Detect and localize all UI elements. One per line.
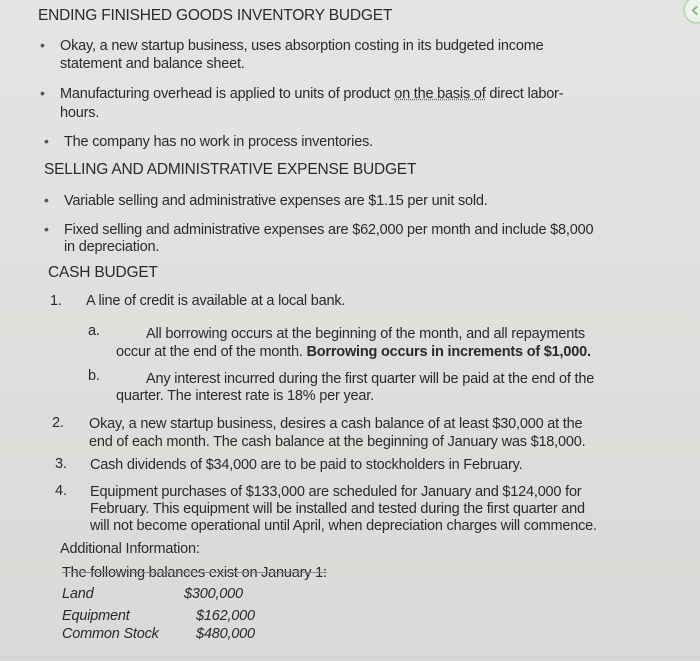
paragraph-line: February. This equipment will be installed and tested during the first quarter and <box>90 501 585 517</box>
text-span: Manufacturing overhead is applied to units of product <box>60 86 395 102</box>
paragraph-line: Fixed selling and administrative expenses are $62,000 per month and include $8,000 <box>64 222 594 238</box>
text-span: direct labor- <box>485 86 564 102</box>
list-letter: b. <box>88 368 100 384</box>
balances-intro: The following balances exist on January 1: <box>62 565 327 581</box>
balance-label-common-stock: Common Stock <box>62 626 159 642</box>
text-span: occur at the end of the month. <box>116 344 307 360</box>
paragraph-line: Okay, a new startup business, uses absorption costing in its budgeted income <box>60 38 544 54</box>
bullet-icon: • <box>40 37 45 53</box>
list-number: 3. <box>55 456 67 472</box>
paragraph-line <box>60 86 563 102</box>
underlined-text: on the basis of <box>394 86 486 102</box>
paragraph-line: Variable selling and administrative expenses are $1.15 per unit sold. <box>64 193 488 209</box>
paragraph-line <box>116 344 591 360</box>
balance-value-common-stock: $480,000 <box>196 626 255 642</box>
divider <box>0 657 700 658</box>
balance-label-equipment: Equipment <box>62 608 130 624</box>
check-circle-icon[interactable] <box>683 0 700 24</box>
list-number: 4. <box>55 483 67 499</box>
paragraph-line: quarter. The interest rate is 18% per year. <box>116 388 374 404</box>
section-heading-ending-inventory: ENDING FINISHED GOODS INVENTORY BUDGET <box>38 7 393 24</box>
bullet-icon: • <box>44 192 49 208</box>
paragraph-line: in depreciation. <box>64 239 160 255</box>
bullet-icon: • <box>44 221 49 237</box>
section-heading-cash-budget: CASH BUDGET <box>48 264 158 281</box>
section-heading-selling-admin: SELLING AND ADMINISTRATIVE EXPENSE BUDGET <box>44 161 417 178</box>
paragraph-line: Okay, a new startup business, desires a cash balance of at least $30,000 at the <box>89 416 583 432</box>
additional-info-heading: Additional Information: <box>60 541 200 557</box>
balance-label-land: Land <box>62 586 94 602</box>
bullet-icon: • <box>40 85 45 101</box>
balance-value-land: $300,000 <box>184 586 243 602</box>
list-number: 2. <box>52 415 64 431</box>
paragraph-line: statement and balance sheet. <box>60 56 245 72</box>
list-item: A line of credit is available at a local bank. <box>86 293 346 309</box>
paragraph-line: All borrowing occurs at the beginning of the month, and all repayments <box>146 326 585 342</box>
bold-text: Borrowing occurs in increments of $1,000. <box>306 344 591 360</box>
paragraph-line: will not become operational until April, when depreciation charges will commence. <box>90 518 597 534</box>
list-item: Cash dividends of $34,000 are to be paid to stockholders in February. <box>90 457 523 473</box>
balance-value-equipment: $162,000 <box>196 608 255 624</box>
list-letter: a. <box>88 323 100 339</box>
paragraph-line: The company has no work in process inventories. <box>64 134 373 150</box>
list-number: 1. <box>50 293 62 309</box>
bullet-icon: • <box>44 133 49 149</box>
paragraph-line: end of each month. The cash balance at the beginning of January was $18,000. <box>89 434 586 450</box>
paragraph-line: Any interest incurred during the first quarter will be paid at the end of the <box>146 371 595 387</box>
paragraph-line: hours. <box>60 105 100 121</box>
paragraph-line: Equipment purchases of $133,000 are scheduled for January and $124,000 for <box>90 484 582 500</box>
